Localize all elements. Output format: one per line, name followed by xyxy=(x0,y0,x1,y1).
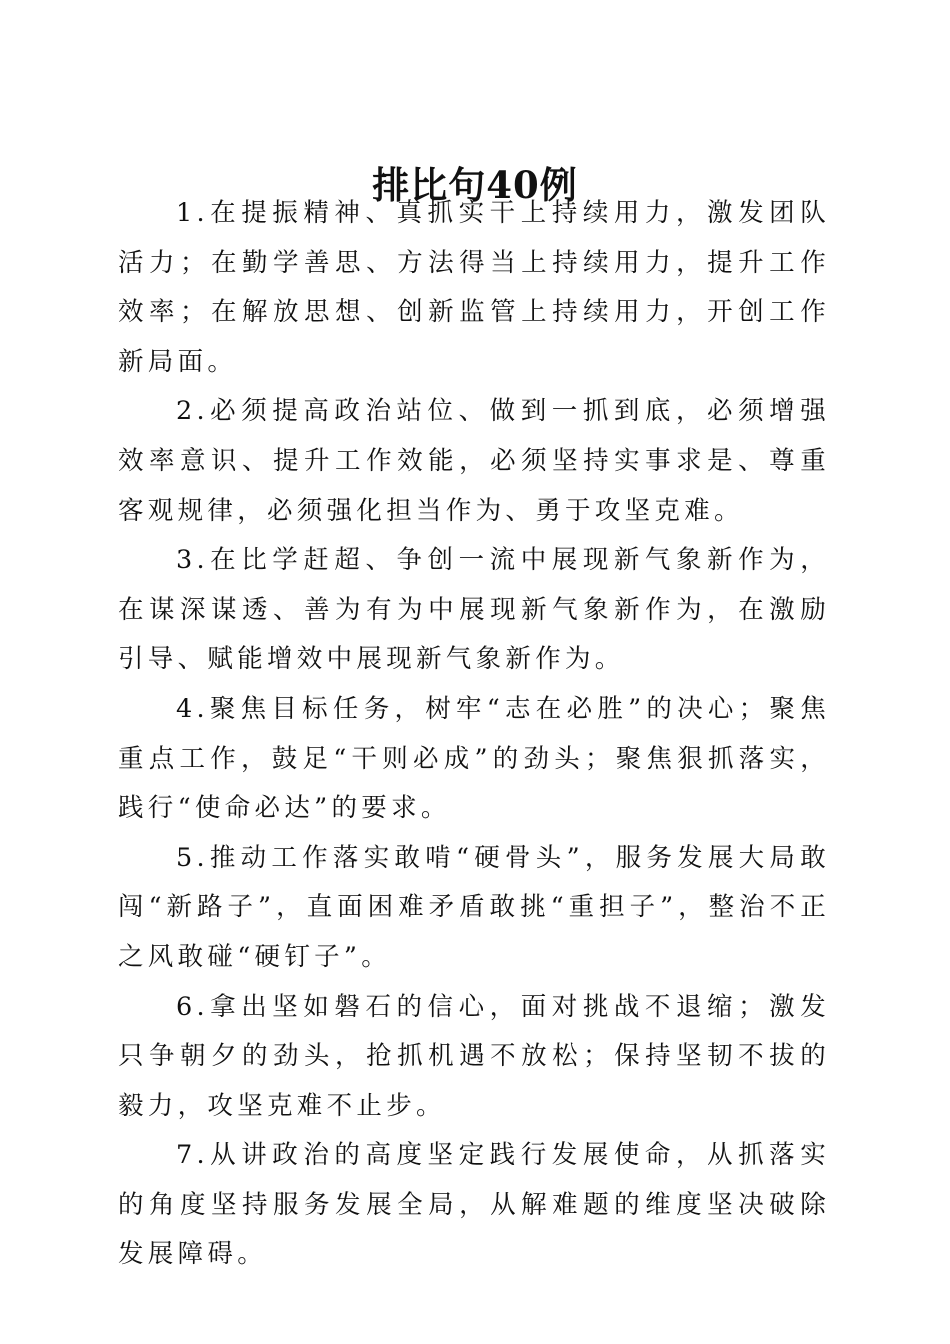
paragraph-5: 5.推动工作落实敢啃“硬骨头”，服务发展大局敢闯“新路子”，直面困难矛盾敢挑“重担子”，整治不正之风敢碰“硬钉子”。 xyxy=(118,842,830,972)
paragraph-4: 4.聚焦目标任务，树牢“志在必胜”的决心；聚焦重点工作，鼓足“干则必成”的劲头；聚焦狠抓落实，践行“使命必达”的要求。 xyxy=(118,693,830,824)
document-title: 排比句40例 xyxy=(372,162,578,207)
paragraph-6: 6.拿出坚如磐石的信心，面对挑战不退缩；激发只争朝夕的劲头，抢抓机遇不放松；保持坚韧不拔的毅力，攻坚克难不止步。 xyxy=(118,991,830,1121)
document-body xyxy=(118,189,830,1280)
paragraph-1: 1.在提振精神、真抓实干上持续用力，激发团队活力；在勤学善思、方法得当上持续用力，提升工作效率；在解放思想、创新监管上持续用力，开创工作新局面。 xyxy=(118,198,830,377)
paragraph-7: 7.从讲政治的高度坚定践行发展使命，从抓落实的角度坚持服务发展全局，从解难题的维度坚决破除发展障碍。 xyxy=(118,1140,830,1270)
paragraph-2: 2.必须提高政治站位、做到一抓到底，必须增强效率意识、提升工作效能，必须坚持实事求是、尊重客观规律，必须强化担当作为、勇于攻坚克难。 xyxy=(118,396,830,526)
paragraph-3: 3.在比学赶超、争创一流中展现新气象新作为，在谋深谋透、善为有为中展现新气象新作为，在激励引导、赋能增效中展现新气象新作为。 xyxy=(118,545,830,675)
